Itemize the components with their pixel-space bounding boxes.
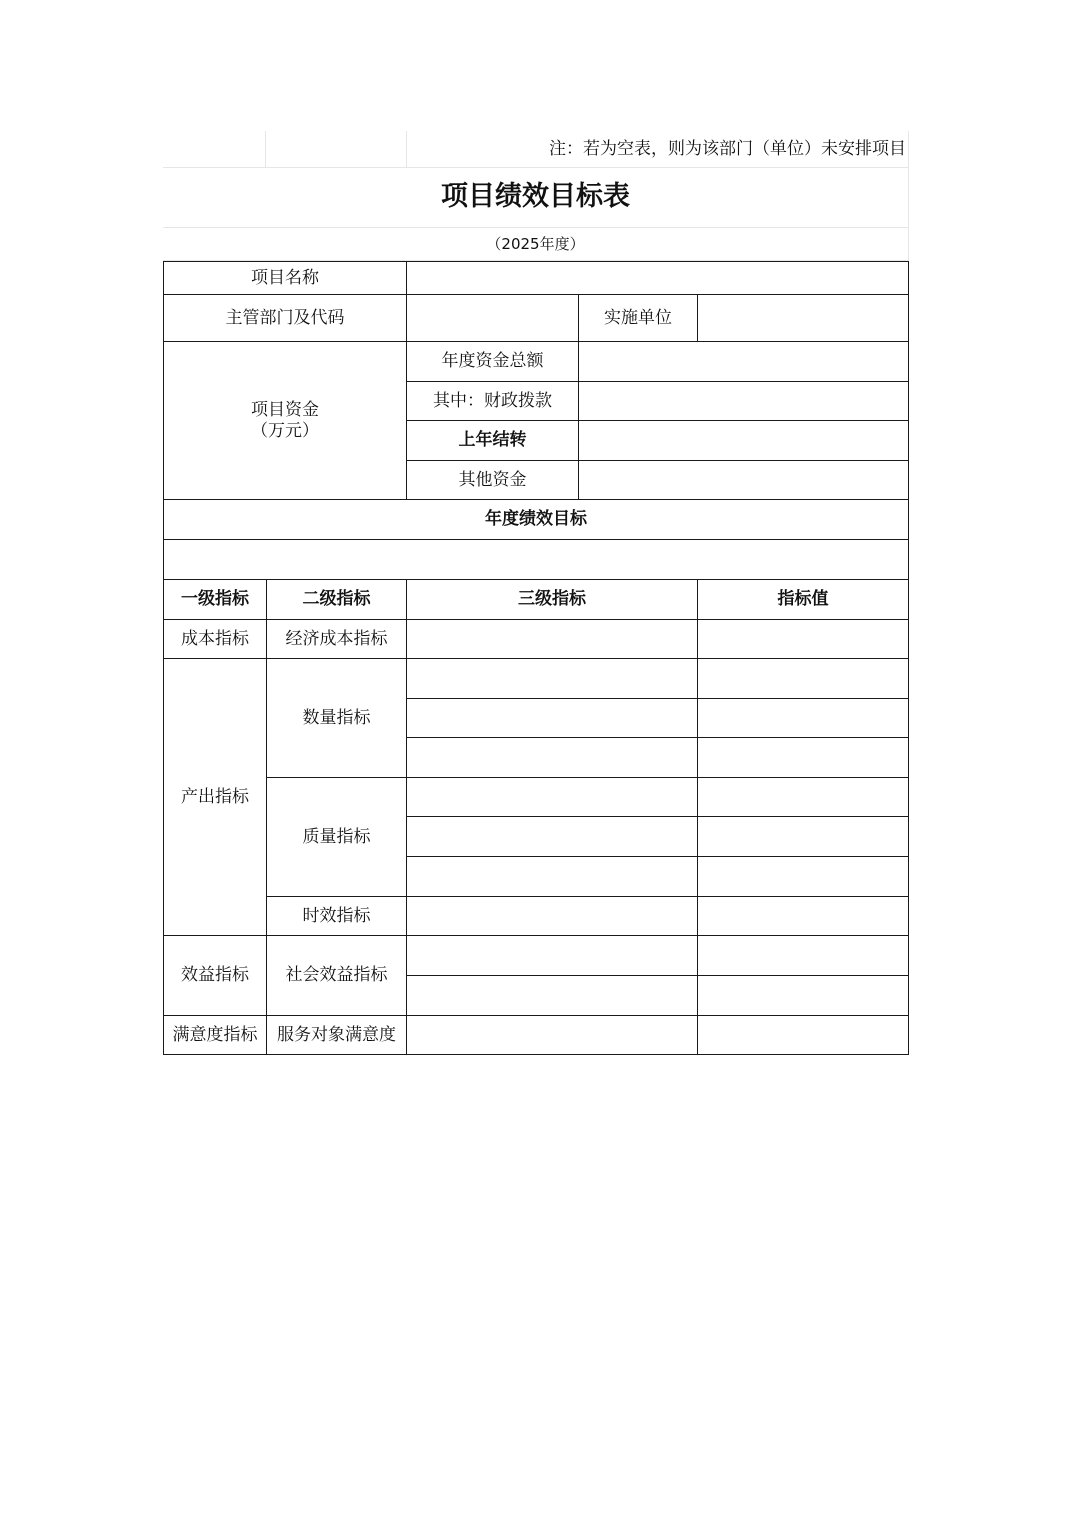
level3-cell [406, 777, 698, 817]
implementing-unit-value [697, 294, 909, 342]
level2-timeliness: 时效指标 [266, 896, 407, 936]
level3-cell [406, 935, 698, 976]
level3-cell [406, 619, 698, 659]
header-value: 指标值 [697, 579, 909, 620]
page-title: 项目绩效目标表 [163, 168, 909, 228]
header-level2: 二级指标 [266, 579, 407, 620]
header-level3: 三级指标 [406, 579, 698, 620]
level3-cell [406, 896, 698, 936]
level3-cell [406, 975, 698, 1016]
value-cell [697, 737, 909, 778]
level3-cell [406, 698, 698, 738]
year-subtitle: （2025年度） [163, 228, 909, 261]
annual-goal-label: 年度绩效目标 [163, 499, 909, 540]
level3-cell [406, 1015, 698, 1055]
fund-carryover-label: 上年结转 [406, 420, 579, 461]
value-cell [697, 619, 909, 659]
project-funds-label-line2: （万元） [251, 420, 319, 441]
empty-table-note: 注：若为空表，则为该部门（单位）未安排项目 [407, 131, 909, 168]
level2-social-benefit: 社会效益指标 [266, 935, 407, 1016]
value-cell [697, 896, 909, 936]
level3-cell [406, 737, 698, 778]
implementing-unit-label: 实施单位 [578, 294, 698, 342]
dept-code-label: 主管部门及代码 [163, 294, 407, 342]
fund-carryover-value [578, 420, 909, 461]
level1-cost: 成本指标 [163, 619, 267, 659]
level1-benefit: 效益指标 [163, 935, 267, 1016]
fund-fiscal-label: 其中：财政拨款 [406, 381, 579, 421]
level2-quality: 质量指标 [266, 777, 407, 897]
value-cell [697, 1015, 909, 1055]
level2-quantity: 数量指标 [266, 658, 407, 778]
fund-total-label: 年度资金总额 [406, 341, 579, 382]
dept-code-value [406, 294, 579, 342]
annual-goal-value [163, 539, 909, 580]
fund-other-value [578, 460, 909, 500]
fund-total-value [578, 341, 909, 382]
level3-cell [406, 856, 698, 897]
value-cell [697, 975, 909, 1016]
level2-service-satisfaction: 服务对象满意度 [266, 1015, 407, 1055]
value-cell [697, 935, 909, 976]
level3-cell [406, 816, 698, 857]
blank-cell [163, 131, 266, 168]
value-cell [697, 658, 909, 699]
value-cell [697, 856, 909, 897]
level1-satisfaction: 满意度指标 [163, 1015, 267, 1055]
project-name-label: 项目名称 [163, 261, 407, 295]
level1-output: 产出指标 [163, 658, 267, 936]
project-name-value [406, 261, 909, 295]
blank-cell [266, 131, 407, 168]
project-funds-label-line1: 项目资金 [251, 400, 319, 421]
value-cell [697, 698, 909, 738]
level2-economic-cost: 经济成本指标 [266, 619, 407, 659]
value-cell [697, 777, 909, 817]
fund-other-label: 其他资金 [406, 460, 579, 500]
fund-fiscal-value [578, 381, 909, 421]
project-funds-label [163, 341, 407, 500]
value-cell [697, 816, 909, 857]
level3-cell [406, 658, 698, 699]
header-level1: 一级指标 [163, 579, 267, 620]
